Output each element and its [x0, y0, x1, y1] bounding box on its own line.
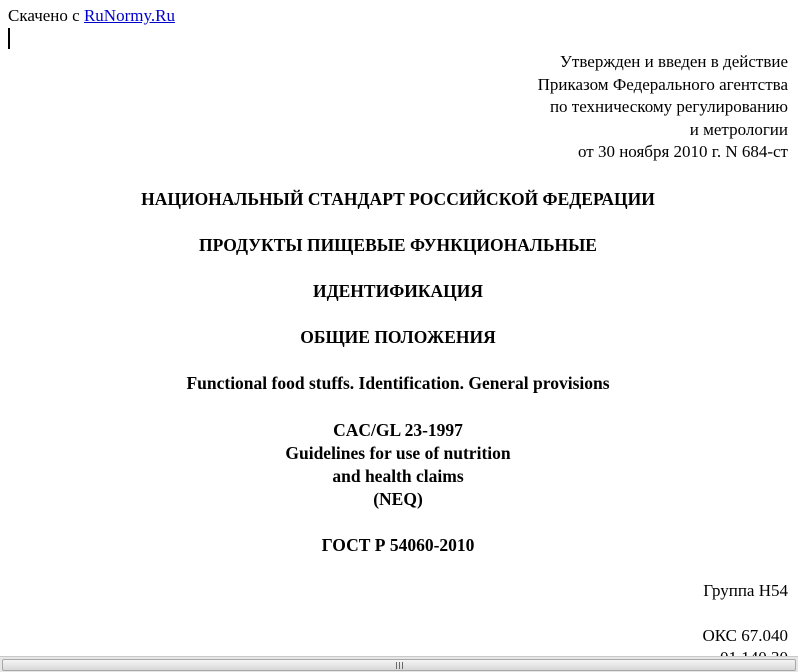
approval-line: и метрологии [689, 119, 788, 139]
source-line [8, 6, 175, 26]
product-heading: ПРОДУКТЫ ПИЩЕВЫЕ ФУНКЦИОНАЛЬНЫЕ [199, 235, 597, 255]
cac-reference [0, 419, 796, 511]
cac-code: CAC/GL 23-1997 [333, 420, 463, 440]
scrollbar-thumb[interactable] [2, 659, 796, 671]
source-prefix: Скачено с [8, 6, 80, 25]
horizontal-scrollbar[interactable] [0, 656, 798, 672]
general-heading: ОБЩИЕ ПОЛОЖЕНИЯ [300, 327, 496, 347]
english-title: Functional food stuffs. Identification. General provisions [186, 373, 610, 393]
scroll-grip-icon [395, 662, 407, 669]
cac-line: Guidelines for use of nutrition [285, 443, 511, 463]
cac-neq: (NEQ) [373, 489, 423, 509]
oks-code: ОКС 67.040 [702, 626, 788, 645]
national-standard-heading: НАЦИОНАЛЬНЫЙ СТАНДАРТ РОССИЙСКОЙ ФЕДЕРАЦИИ [141, 189, 655, 209]
group-code: Группа Н54 [703, 581, 788, 600]
source-link[interactable]: RuNormy.Ru [83, 6, 175, 25]
cac-line: and health claims [332, 466, 464, 486]
gost-number: ГОСТ Р 54060-2010 [321, 535, 475, 555]
approval-line: по техническому регулированию [549, 97, 788, 116]
approval-line: Приказом Федерального агентства [537, 74, 788, 94]
approval-block [538, 51, 788, 164]
approval-line: от 30 ноября 2010 г. N 684-ст [578, 142, 788, 161]
identification-heading: ИДЕНТИФИКАЦИЯ [312, 281, 484, 301]
text-caret [8, 28, 10, 49]
approval-line: Утвержден и введен в действие [559, 52, 788, 71]
